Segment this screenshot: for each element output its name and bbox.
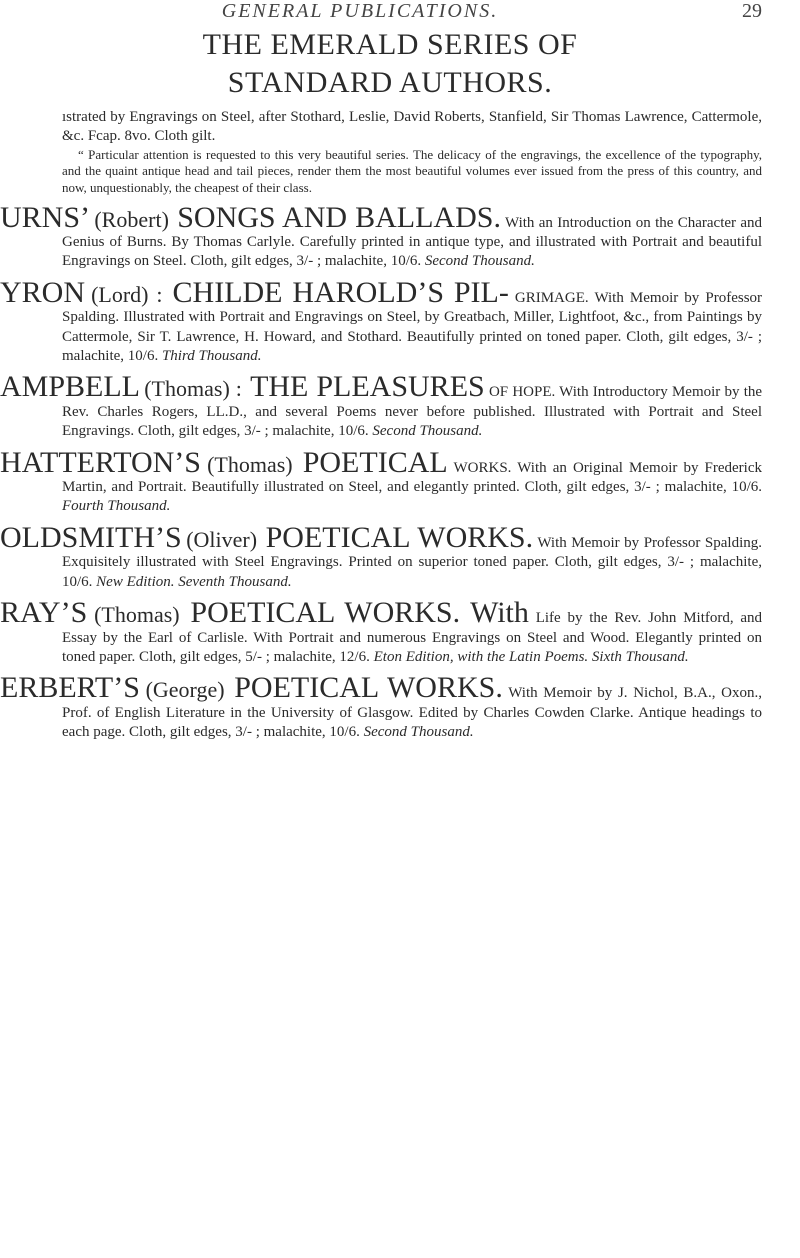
catalogue-entry-campbell [0,370,763,441]
entry-title: POETICAL [302,445,448,479]
entry-body: With Memoir by J. Nichol, B.A., Oxon., Prof. of English Literature in the University of Glasgow. Edited by Charles Cowden Clarke. Antique headings to each page. Cloth, gilt edges, 3/- ; malachite, 10/6. [62,685,763,741]
series-intro [62,108,762,197]
entry-body: Life by the Rev. John Mitford, and Essay by the Earl of Carlisle. With Portrait and numerous Engravings on Steel and Wood. Elegantly printed on toned paper. Cloth, gilt edges, 5/- ; malachite, 12/6. [62,610,763,665]
catalogue-entry-burns [0,200,763,272]
entry-author-name: ERBERT’S [0,671,140,705]
entry-author-name: HATTERTON’S [0,445,201,479]
entry-author-given: (Thomas) [207,451,293,477]
entry-body: OF HOPE. With Introductory Memoir by the Rev. Charles Rogers, LL.D., and several Poems never before published. Illustrated with Portrait and Steel Engravings. Cloth, gilt edges, 3/- ; malachite, 10/6. [62,384,763,440]
entry-body: WORKS. With an Original Memoir by Frederick Martin, and Portrait. Beautifully illustrated on Steel, and elegantly printed. Cloth, gilt edges, 3/- ; malachite, 10/6. [62,459,763,496]
entry-author-given: (Oliver) [186,526,258,552]
entry-edition: New Edition. Seventh Thousand. [96,573,292,590]
series-description: ıstrated by Engravings on Steel, after Stothard, Leslie, David Roberts, Stanfield, Sir Thomas Lawrence, Cattermole, &c. Fcap. 8vo. Cloth gilt. [62,109,762,145]
entry-title: POETICAL WORKS. [234,671,503,705]
series-title-line2: STANDARD AUTHORS. [227,66,553,99]
entry-title: POETICAL WORKS. With [190,596,529,630]
entry-title: THE PLEASURES [250,370,485,404]
series-title-line1: THE EMERALD SERIES OF [202,28,578,61]
entry-edition: Second Thousand. [372,423,483,440]
running-head [0,0,800,24]
entry-edition: Third Thousand. [161,348,262,365]
entry-text [0,596,763,667]
entry-author-name: RAY’S [0,596,88,630]
entry-author-name: AMPBELL [0,370,141,404]
catalogue-entry-byron [0,275,763,367]
entry-text [0,370,763,441]
page-number: 29 [742,0,762,22]
entry-author-given: (Thomas) [94,602,180,628]
entry-body: With an Introduction on the Character and Genius of Burns. By Thomas Carlyle. Carefully printed in antique type, and illustrated with Portrait and beautiful Engravings on Steel. Cloth, gilt edges, 3/- ; malachite, 10/6. [62,214,763,270]
entry-edition: Second Thousand. [424,253,535,270]
entry-author-given: (Lord) : [91,281,163,307]
entry-text [0,445,763,517]
entry-author-name: OLDSMITH’S [0,520,182,554]
running-title: GENERAL PUBLICATIONS. [221,0,499,22]
entry-edition: Second Thousand. [363,724,474,741]
entry-author-given: (Robert) [94,206,169,232]
entry-author-name: YRON [0,275,86,309]
entry-edition: Fourth Thousand. [62,498,171,515]
entry-body: GRIMAGE. With Memoir by Professor Spalding. Illustrated with Portrait and Engravings on Steel, by Greatbach, Miller, Lightfoot, &c., from Paintings by Cattermole, Sir T. Lawrence, H. Howard, and Stothard. Beautifully printed on toned paper. Cloth, gilt edges, 3/- ; malachite, 10/6. [62,289,763,365]
entry-title: POETICAL WORKS. [265,520,534,554]
entry-text [0,520,763,592]
entry-title: SONGS AND BALLADS. [177,200,501,234]
catalogue-entry-gray [0,596,763,667]
catalogue-entry-goldsmith [0,520,763,592]
series-title [40,26,740,102]
entry-author-given: (Thomas) : [144,376,242,402]
entry-body: With Memoir by Professor Spalding. Exquisitely illustrated with Steel Engravings. Printed on superior toned paper. Cloth, gilt edges, 3/- ; malachite, 10/6. [62,534,763,590]
entry-title: CHILDE HAROLD’S PIL- [172,275,509,309]
entry-author-given: (George) [145,677,225,703]
catalogue-content [0,108,763,748]
entry-author-name: URNS’ [0,200,91,234]
entry-text [0,200,763,272]
entry-edition: Eton Edition, with the Latin Poems. Sixth Thousand. [373,648,689,665]
entry-text [0,671,763,742]
entry-text [0,275,763,367]
series-quote: “ Particular attention is requested to this very beautiful series. The delicacy of the engravings, the excellence of the typography, and the quaint antique head and tail pieces, render them the most beautiful volumes ever issued from the press of this country, and now, unquestionably, the cheapest of their class. [62,146,762,195]
catalogue-entry-chatterton [0,445,763,517]
catalogue-entry-herbert [0,671,763,742]
